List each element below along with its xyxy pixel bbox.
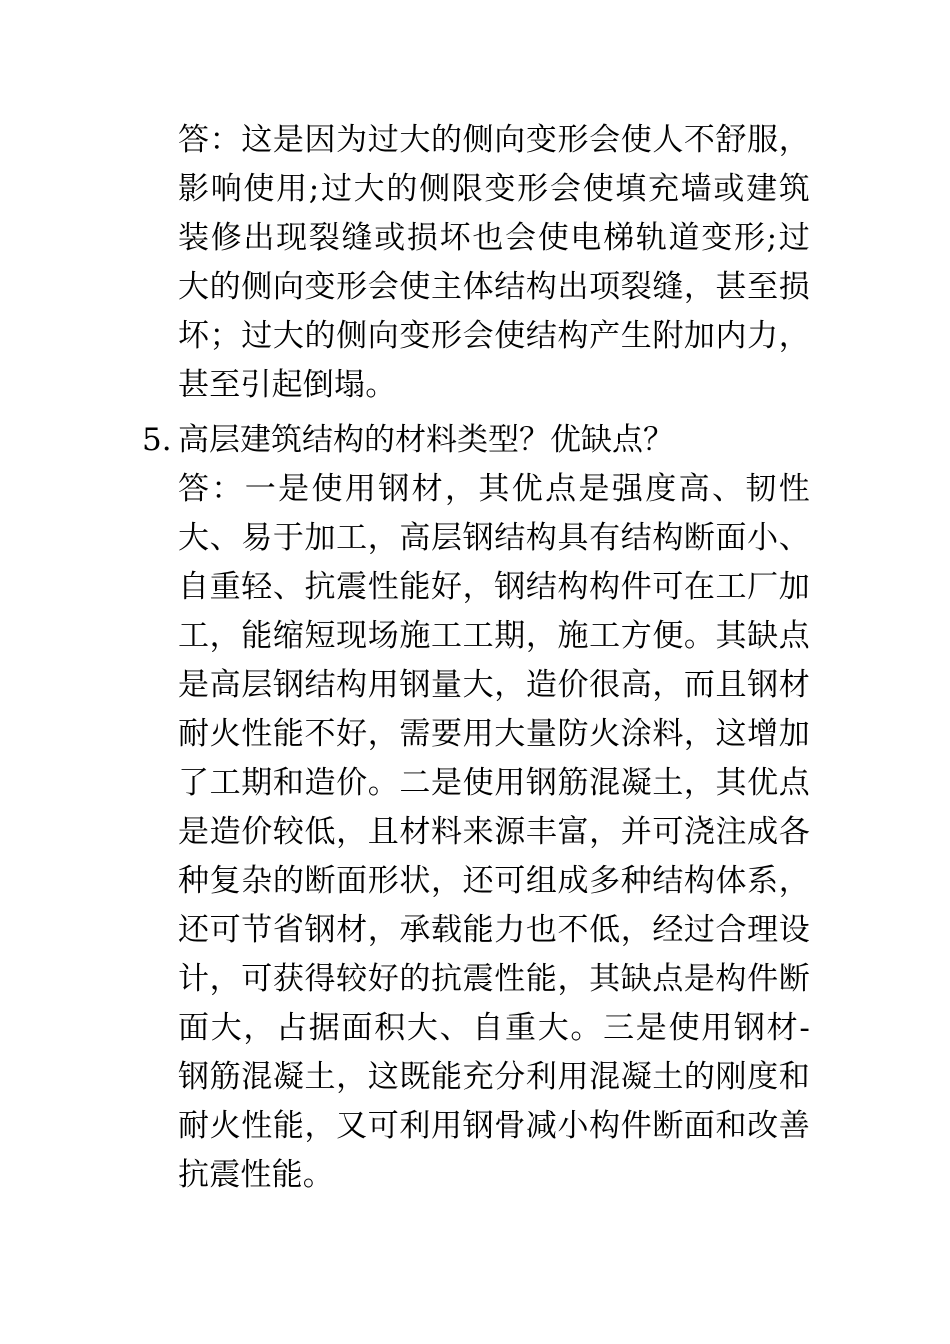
question-5-number: 5. xyxy=(142,422,172,458)
question-5-text: 高层建筑结构的材料类型？优缺点？ xyxy=(178,422,674,458)
question-5-heading xyxy=(142,416,810,465)
answer-5-paragraph: 答：一是使用钢材，其优点是强度高、韧性大、易于加工，高层钢结构具有结构断面小、自重轻、抗震性能好，钢结构构件可在工厂加工，能缩短现场施工工期，施工方便。其缺点是高层钢结构用钢量大，造价很高，而且钢材耐火性能不好，需要用大量防火涂料，这增加了工期和造价。二是使用钢筋混凝土，其优点是造价较低，且材料来源丰富，并可浇注成各种复杂的断面形状，还可组成多种结构体系，还可节省钢材，承载能力也不低，经过合理设计，可获得较好的抗震性能，其缺点是构件断面大，占据面积大、自重大。三是使用钢材-钢筋混凝土，这既能充分利用混凝土的刚度和耐火性能，又可利用钢骨减小构件断面和改善抗震性能。 xyxy=(178,471,810,1193)
answer-4-paragraph: 答：这是因为过大的侧向变形会使人不舒服，影响使用;过大的侧限变形会使填充墙或建筑装修出现裂缝或损坏也会使电梯轨道变形;过大的侧向变形会使主体结构出项裂缝，甚至损坏；过大的侧向变形会使结构产生附加内力，甚至引起倒塌。 xyxy=(178,122,810,403)
